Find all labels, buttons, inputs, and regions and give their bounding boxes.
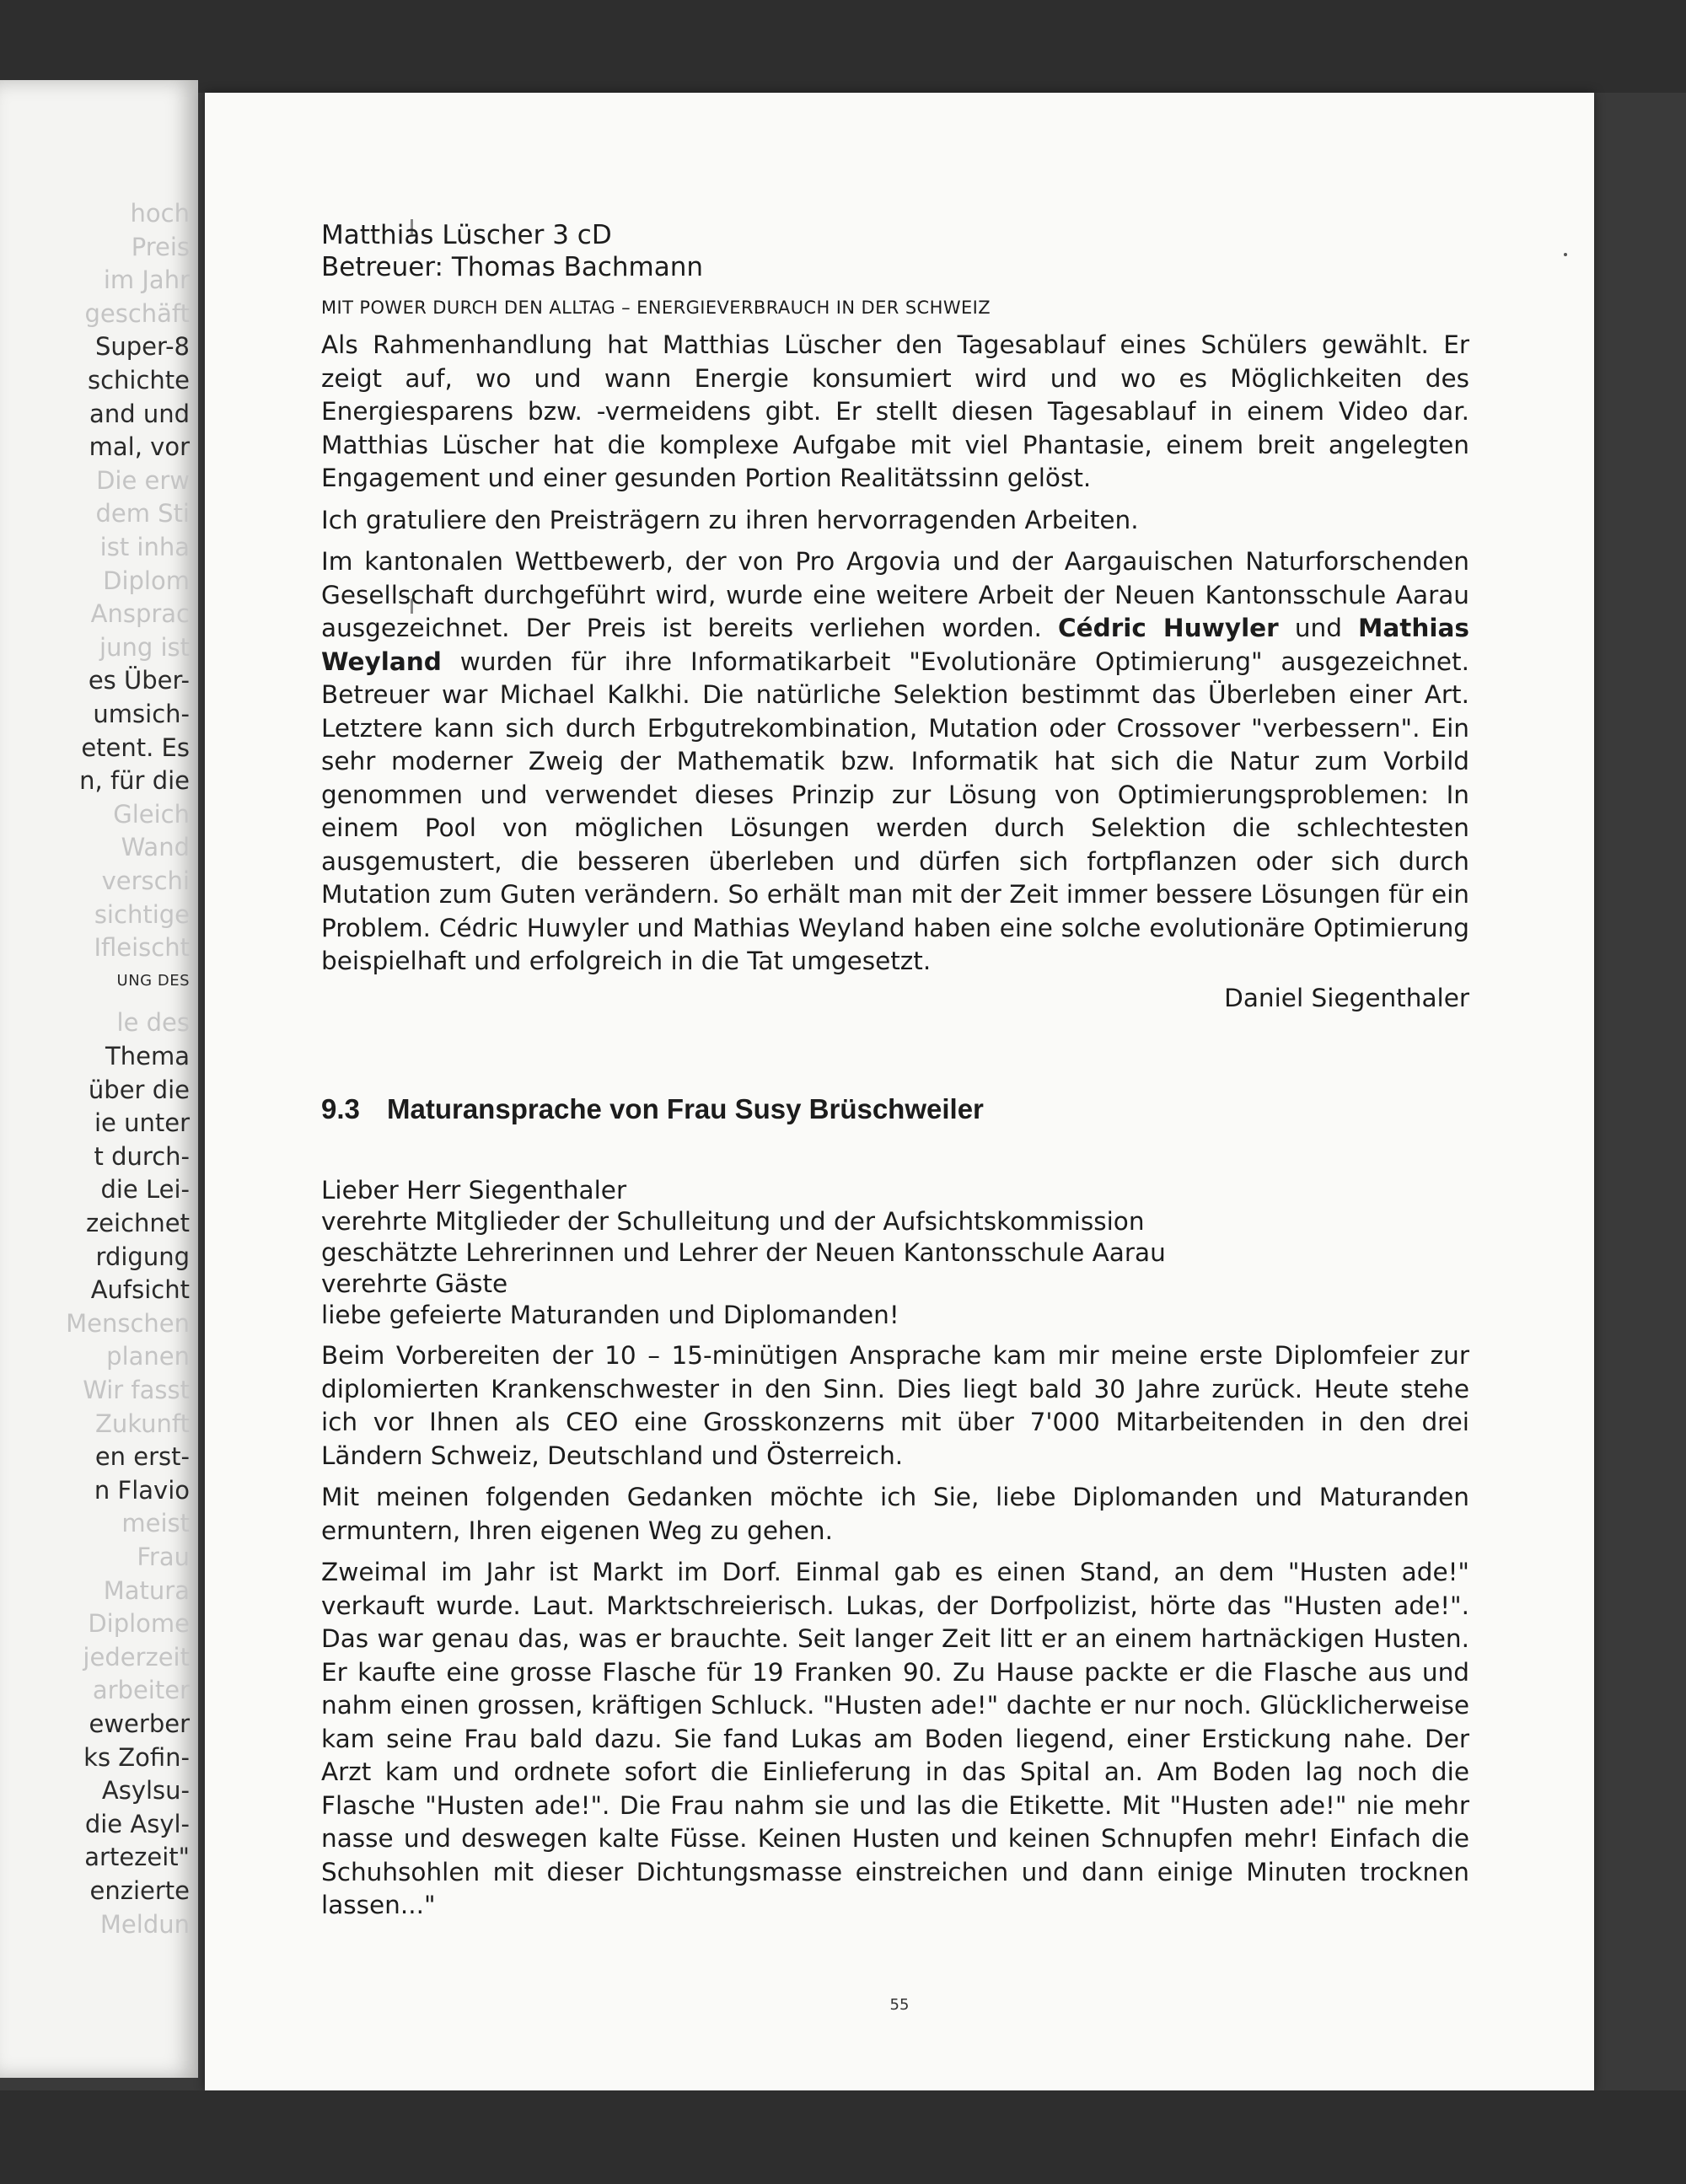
left-page-text-fragment: schichte (87, 366, 190, 394)
left-page-text-fragment: geschäft (84, 298, 190, 328)
student-name: Cédric Huwyler (1057, 614, 1279, 642)
paragraph: Mit meinen folgenden Gedanken möchte ich Sie, liebe Diplomanden und Maturanden ermuntern, Ihren eigenen Weg zu gehen. (321, 1483, 1469, 1545)
paragraph: Zweimal im Jahr ist Markt im Dorf. Einmal gab es einen Stand, an dem "Husten ade!" verkauft wurde. Laut. Marktschreierisch. Lukas, der Dorfpolizist, hörte das "Husten ade!". Das war genau das, was er brauchte. Seit langer Zeit litt er an einem hartnäckigen Husten. Er kaufte eine grosse Flasche für 19 Franken 90. Zu Hause packte er die Flasche aus und nahm einen grossen, kräftigen Schluck. "Husten ade!" dachte er nur noch. Glücklicherweise kam seine Frau bald dazu. Sie fand Lukas am Boden liegend, einer Erstickung nahe. Der Arzt kam und ordnete sofort die Einlieferung in das Spital an. Am Boden lag noch die Flasche "Husten ade!". Die Frau nahm sie und las die Etikette. Mit "Husten ade!" nie mehr nasse und deswegen kalte Füsse. Keinen Husten und keinen Schnupfen mehr! Einfach die Schuhsohlen mit dieser Dichtungsmasse einstreichen und dann einige Minuten trocknen lassen..." (321, 1558, 1469, 1919)
left-page-text-fragment: Aufsicht (90, 1275, 190, 1305)
left-page-text-fragment: dem Sti (95, 499, 190, 529)
left-page-text-fragment: jederzeit (83, 1642, 190, 1672)
left-page-text-fragment: ist inha (99, 533, 190, 561)
left-page-text-fragment: mal, vor (89, 432, 190, 462)
left-page-text-fragment: Thema (105, 1042, 190, 1071)
left-page-text-fragment: arbeiter (92, 1676, 190, 1705)
left-page-text-fragment: Diplome (88, 1609, 190, 1639)
section-number: 9.3 (321, 1093, 360, 1124)
salutation-line: liebe gefeierte Maturanden und Diplomanden! (321, 1301, 899, 1329)
left-page-text-fragment: umsich- (93, 700, 190, 728)
left-page-text-fragment: verschi (101, 867, 190, 895)
scan-background-top (0, 0, 1686, 93)
left-page-text-fragment: jung ist (99, 632, 190, 662)
left-page-text-fragment: Diplom (103, 566, 190, 595)
left-page-text-fragment: die Asyl- (84, 1809, 190, 1838)
article-title: MIT POWER DURCH DEN ALLTAG – ENERGIEVERBRAUCH IN DER SCHWEIZ (321, 298, 991, 318)
left-page-text-fragment: hoch (130, 199, 190, 228)
speck (1564, 253, 1567, 256)
left-page-text-fragment: ewerber (89, 1709, 190, 1738)
left-page-text-fragment: Zukunft (95, 1409, 190, 1438)
left-page-text-fragment: es Über- (88, 666, 190, 695)
salutation-line: geschätzte Lehrerinnen und Lehrer der Neuen Kantonsschule Aarau (321, 1238, 1166, 1267)
salutation-line: verehrte Mitglieder der Schulleitung und der Aufsichtskommission (321, 1207, 1145, 1236)
section-heading (321, 1092, 1469, 1126)
salutation-line: Lieber Herr Siegenthaler (321, 1176, 627, 1205)
paragraph-text: wurden für ihre Informatikarbeit "Evolutionäre Optimierung" ausgezeichnet. Betreuer war Michael Kalkhi. Die natürliche Selektion bestimmt das Überleben einer Art. Letztere kann sich durch Erbgutrekombination, Mutation oder Crossover "verbessern". Ein sehr moderner Zweig der Mathematik bzw. Informatik hat sich die Natur zum Vorbild genommen und verwendet dieses Prinzip zur Lösung von Optimierungsproblemen: In einem Pool von möglichen Lösungen werden durch Selektion die schlechtesten ausgemustert, die besseren überleben und dürfen sich fortpflanzen oder sich durch Mutation zum Guten verändern. So erhält man mit der Zeit immer bessere Lösungen für ein Problem. Cédric Huwyler und Mathias Weyland haben eine solche evolutionäre Optimierung beispielhaft und erfolgreich in die Tat umgesetzt. (321, 647, 1469, 975)
left-page-text-fragment: Gleich (113, 799, 190, 829)
paragraph (321, 545, 1469, 979)
left-page-text-fragment: Menschen (66, 1308, 190, 1338)
left-page-text-fragment: planen (106, 1342, 190, 1371)
left-page-text-fragment: Die erw (96, 465, 190, 495)
author-name: Matthias Lüscher 3 cD (321, 220, 612, 250)
left-page-text-fragment: n Flavio (94, 1475, 190, 1505)
left-page-text-fragment: Frau (137, 1543, 190, 1571)
left-page-text-fragment: UNG DES (116, 971, 190, 990)
left-page-text-fragment: Asylsu- (101, 1776, 190, 1806)
left-page-text-fragment: Preis (131, 232, 190, 261)
supervisor: Betreuer: Thomas Bachmann (321, 252, 704, 282)
left-page-text-fragment: t durch- (94, 1141, 190, 1171)
left-page-text-fragment: sichtige (94, 899, 190, 929)
signature: Daniel Siegenthaler (1224, 983, 1469, 1012)
document-page (205, 93, 1594, 2090)
left-page-text-fragment: Super-8 (94, 332, 190, 362)
left-page-text-fragment: über die (88, 1075, 190, 1104)
left-page-text-fragment: Ansprac (90, 599, 190, 629)
scan-background-bottom (0, 2090, 1686, 2184)
left-page-text-fragment: Wand (121, 833, 190, 862)
paragraph-text: Im kantonalen Wettbewerb, der von Pro Argovia und der Aargauischen Naturforschenden Gesellschaft durchgeführt wird, wurde eine weitere Arbeit der Neuen Kantonsschule Aarau ausgezeichnet. Der Preis ist bereits verliehen worden. (321, 547, 1469, 642)
left-page-text-fragment: ie unter (94, 1108, 190, 1138)
page-content (321, 219, 1469, 1923)
section-title: Maturansprache von Frau Susy Brüschweiler (387, 1093, 984, 1124)
paragraph: Beim Vorbereiten der 10 – 15-minütigen Ansprache kam mir meine erste Diplomfeier zur diplomierten Krankenschwester in den Sinn. Dies liegt bald 30 Jahre zurück. Heute stehe ich vor Ihnen als CEO eine Grosskonzerns mit über 7'000 Mitarbeitenden in den drei Ländern Schweiz, Deutschland und Österreich. (321, 1341, 1469, 1470)
left-page-text-fragment: enzierte (89, 1876, 190, 1905)
left-page-text-fragment: en erst- (94, 1442, 190, 1472)
left-page-edge (0, 80, 198, 2078)
paragraph-text: und (1278, 614, 1359, 642)
paragraph: Als Rahmenhandlung hat Matthias Lüscher den Tagesablauf eines Schülers gewählt. Er zeigt auf, wo und wann Energie konsumiert wird und wo es Möglichkeiten des Energiesparens bzw. -vermeidens gibt. Er stellt diesen Tagesablauf in einem Video dar. Matthias Lüscher hat die komplexe Aufgabe mit viel Phantasie, einem breit angelegten Engagement und einer gesunden Portion Realitätssinn gelöst. (321, 330, 1469, 492)
left-page-text-fragment: n, für die (79, 766, 190, 796)
left-page-text-fragment: Meldun (99, 1909, 190, 1939)
student-name: Mathias Weyland (321, 614, 1469, 676)
left-page-text-fragment: rdigung (95, 1242, 190, 1271)
left-page-text-fragment: le des (116, 1008, 190, 1038)
left-page-text-fragment: Matura (103, 1575, 190, 1605)
left-page-text-fragment: ks Zofin- (83, 1742, 190, 1772)
paragraph: Ich gratuliere den Preisträgern zu ihren hervorragenden Arbeiten. (321, 505, 1139, 534)
left-page-text-fragment: im Jahr (103, 266, 190, 295)
left-page-text-fragment: die Lei- (100, 1175, 190, 1205)
page-number: 55 (889, 1996, 910, 2014)
left-page-text-fragment: etent. Es (81, 732, 190, 762)
left-page-text-fragment: zeichnet (85, 1209, 190, 1237)
left-page-text-fragment: Ifleischt (94, 933, 190, 963)
left-page-text-fragment: Wir fasst (83, 1376, 190, 1404)
salutation-line: verehrte Gäste (321, 1269, 508, 1298)
salutation-block (321, 1175, 1469, 1331)
left-page-text-fragment: and und (89, 399, 190, 428)
left-page-text-fragment: artezeit" (84, 1843, 190, 1872)
left-page-text-fragment: meist (121, 1509, 190, 1538)
